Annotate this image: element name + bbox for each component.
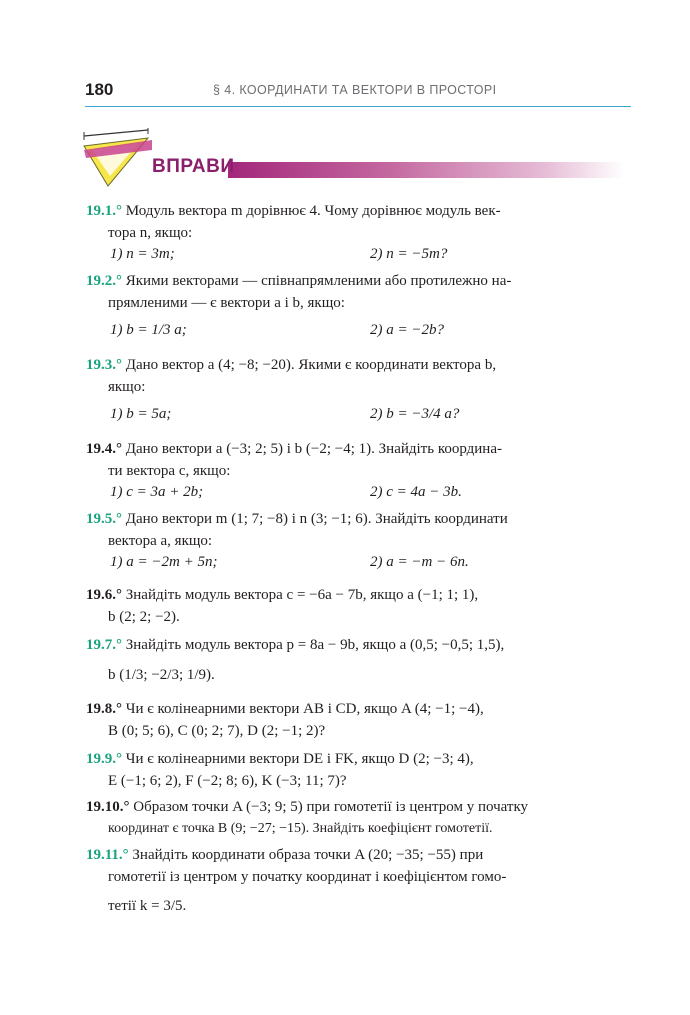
option-2: 2) a = −m − 6n.: [370, 554, 469, 570]
exercise-19-8: [86, 698, 632, 742]
exercise-number: 19.11.°: [86, 847, 129, 863]
exercise-list: [86, 200, 632, 924]
exercise-number: 19.5.°: [86, 511, 122, 527]
exercise-number: 19.2.°: [86, 273, 122, 289]
exercise-19-7: [86, 634, 632, 694]
option-2: 2) b = −3/4 a?: [370, 406, 460, 422]
option-2: 2) n = −5m?: [370, 246, 448, 262]
option-1: 1) b = 1/3 a;: [110, 322, 187, 338]
exercises-banner: [80, 128, 632, 190]
option-1: 1) n = 3m;: [110, 246, 175, 262]
exercise-text: Знайдіть модуль вектора c = −6a − 7b, якщо a (−1; 1; 1),: [125, 587, 479, 603]
exercise-19-4: [86, 438, 632, 508]
exercise-19-5: [86, 508, 632, 578]
banner-label: ВПРАВИ: [152, 156, 235, 177]
page-number: 180: [85, 80, 114, 99]
page-header: [85, 80, 631, 107]
exercise-text: Знайдіть координати образа точки A (20; −35; −55) при: [132, 847, 484, 863]
exercise-text: Чи є колінеарними вектори AB і CD, якщо A (4; −1; −4),: [125, 701, 484, 717]
exercise-text: гомотетії із центром у початку координат і коефіцієнтом гомо-: [108, 869, 507, 885]
exercise-text: Чи є колінеарними вектори DE і FK, якщо D (2; −3; 4),: [125, 751, 474, 767]
exercise-19-10: [86, 796, 632, 840]
exercise-text: вектора a, якщо:: [108, 533, 213, 549]
exercise-number: 19.3.°: [86, 357, 122, 373]
option-2: 2) a = −2b?: [370, 322, 444, 338]
ruler-triangle-icon: [80, 128, 160, 190]
exercise-19-3: [86, 354, 632, 438]
exercise-text: якщо:: [108, 379, 146, 395]
exercise-text: b (1/3; −2/3; 1/9).: [108, 667, 215, 683]
exercise-text: прямленими — є вектори a і b, якщо:: [108, 295, 345, 311]
exercise-19-9: [86, 748, 632, 792]
exercise-text: тетії k = 3/5.: [108, 898, 187, 914]
exercise-text: Дано вектор a (4; −8; −20). Якими є координати вектора b,: [125, 357, 497, 373]
exercise-number: 19.7.°: [86, 637, 122, 653]
section-title: § 4. КООРДИНАТИ ТА ВЕКТОРИ В ПРОСТОРІ: [213, 83, 497, 97]
option-1: 1) c = 3a + 2b;: [110, 484, 204, 500]
exercise-number: 19.10.°: [86, 799, 130, 815]
exercise-text: ти вектора c, якщо:: [108, 463, 231, 479]
exercise-number: 19.1.°: [86, 203, 122, 219]
exercise-text: Дано вектори a (−3; 2; 5) і b (−2; −4; 1). Знайдіть координа-: [125, 441, 502, 457]
exercise-number: 19.6.°: [86, 587, 122, 603]
exercise-text: B (0; 5; 6), C (0; 2; 7), D (2; −1; 2)?: [108, 723, 326, 739]
exercise-text: Дано вектори m (1; 7; −8) і n (3; −1; 6). Знайдіть координати: [125, 511, 508, 527]
exercise-text: координат є точка B (9; −27; −15). Знайдіть коефіцієнт гомотетії.: [108, 821, 493, 836]
exercise-text: Знайдіть модуль вектора p = 8a − 9b, якщо a (0,5; −0,5; 1,5),: [125, 637, 505, 653]
exercise-number: 19.4.°: [86, 441, 122, 457]
exercise-text: тора n, якщо:: [108, 225, 193, 241]
banner-gradient-bar: [228, 162, 624, 178]
exercise-19-11: [86, 844, 632, 924]
exercise-19-2: [86, 270, 632, 354]
exercise-text: E (−1; 6; 2), F (−2; 8; 6), K (−3; 11; 7)?: [108, 773, 347, 789]
option-2: 2) c = 4a − 3b.: [370, 484, 462, 500]
option-1: 1) b = 5a;: [110, 406, 172, 422]
exercise-19-1: [86, 200, 632, 270]
exercise-text: Модуль вектора m дорівнює 4. Чому дорівнює модуль век-: [125, 203, 501, 219]
exercise-text: Образом точки A (−3; 9; 5) при гомотетії із центром у початку: [133, 799, 529, 815]
exercise-text: b (2; 2; −2).: [108, 609, 180, 625]
option-1: 1) a = −2m + 5n;: [110, 554, 218, 570]
exercise-number: 19.8.°: [86, 701, 122, 717]
exercise-number: 19.9.°: [86, 751, 122, 767]
exercise-19-6: [86, 584, 632, 628]
exercise-text: Якими векторами — співнапрямленими або протилежно на-: [125, 273, 512, 289]
